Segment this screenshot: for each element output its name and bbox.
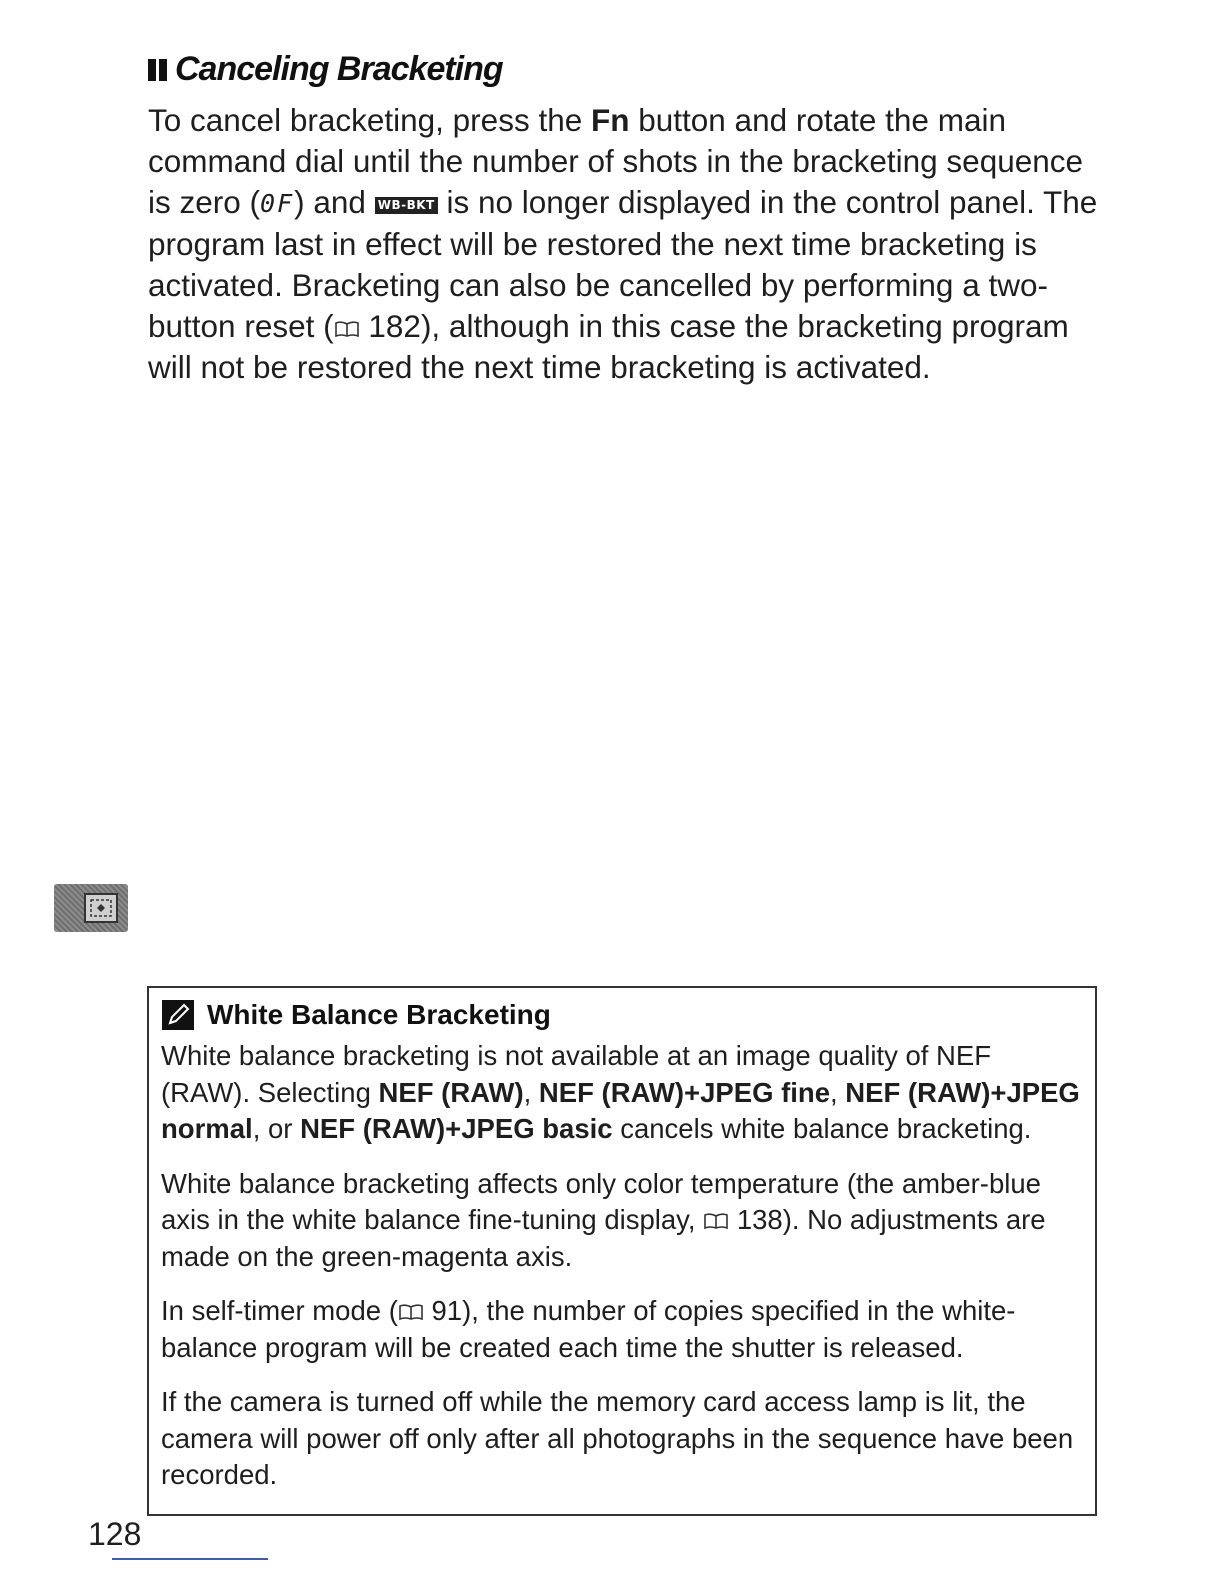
fine-tuning-page-ref[interactable]: 138	[736, 1204, 783, 1235]
section-heading	[148, 50, 503, 89]
zero-shots-display: 0F	[260, 189, 295, 218]
note-title-text: White Balance Bracketing	[207, 999, 551, 1030]
section-heading-text: Canceling Bracketing	[175, 50, 503, 88]
camera-mode-icon	[84, 893, 118, 923]
page-number: 128	[88, 1516, 142, 1552]
self-timer-page-ref[interactable]: 91	[431, 1295, 463, 1326]
note-paragraph-color-temperature: White balance bracketing affects only color temperature (the amber-blue axis in the white balance fine-tuning display, 138). No adjustments are made on the green-magenta axis.	[161, 1167, 1046, 1272]
wb-bkt-indicator-icon: WB-BKT	[375, 197, 438, 214]
shooting-chapter-tab-icon	[54, 884, 128, 932]
reset-page-ref[interactable]: 182	[368, 308, 421, 344]
pencil-note-icon	[161, 999, 195, 1031]
book-reference-icon	[703, 1212, 729, 1230]
footer-rule	[112, 1558, 268, 1560]
note-title	[161, 996, 1081, 1034]
section-body: To cancel bracketing, press the Fn button and rotate the main command dial until the number of shots in the bracketing sequence is zero (0F) and WB-BKT is no longer displayed in the control panel. The program last in effect will be restored the next time bracketing is activated. Bracketing can also be cancelled by performing a two-button reset ( 182), although in this case the bracketing program will not be restored the next time bracketing is activated.	[148, 102, 1098, 385]
note-paragraph-self-timer: In self-timer mode ( 91), the number of copies specified in the white-balance program will be created each time the shutter is released.	[161, 1295, 1016, 1363]
note-paragraph-raw: White balance bracketing is not available at an image quality of NEF (RAW). Selecting NEF (RAW), NEF (RAW)+JPEG fine, NEF (RAW)+JPEG normal, or NEF (RAW)+JPEG basic cancels white balance bracketing.	[161, 1040, 1080, 1144]
section-marker-icon	[148, 56, 167, 84]
fn-button-label: Fn	[590, 102, 630, 138]
note-paragraph-power-off: If the camera is turned off while the memory card access lamp is lit, the camera will power off only after all photographs in the sequence have been recorded.	[161, 1386, 1074, 1490]
book-reference-icon	[398, 1303, 424, 1321]
book-reference-icon	[334, 320, 360, 338]
note-box	[147, 986, 1097, 1516]
